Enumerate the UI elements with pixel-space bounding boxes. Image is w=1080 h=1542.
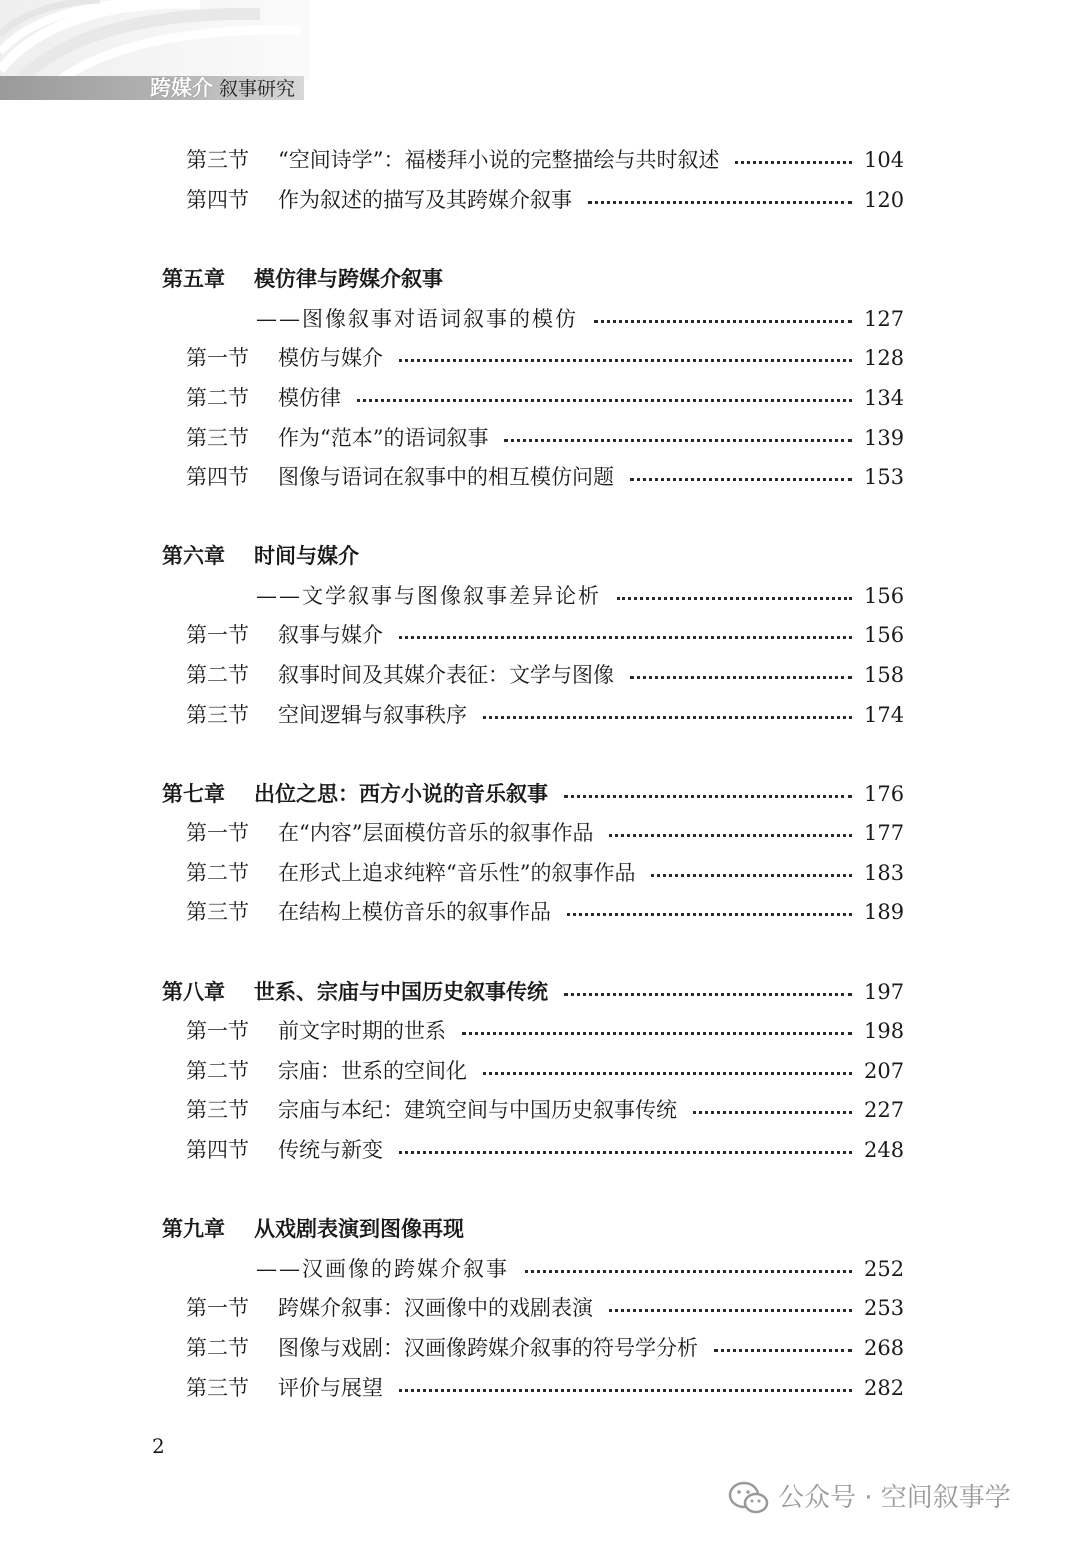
toc-section-title: 评价与展望 <box>278 1376 383 1400</box>
page-number: 2 <box>152 1434 165 1458</box>
toc-chapter-title: 模仿律与跨媒介叙事 <box>254 267 443 291</box>
toc-chapter-row <box>162 540 900 572</box>
toc-subtitle-title: ——图像叙事对语词叙事的模仿 <box>256 307 578 331</box>
toc-page-number: 268 <box>864 1336 905 1360</box>
dot-leader <box>525 1270 852 1273</box>
dot-leader <box>630 676 852 679</box>
toc-section-row <box>186 184 905 216</box>
toc-page-number: 253 <box>864 1296 905 1320</box>
toc-chapter-row <box>162 263 900 295</box>
toc-section-row <box>186 817 905 849</box>
toc-section-row <box>186 1292 905 1324</box>
toc-section-label: 第三节 <box>186 703 249 727</box>
toc-section-title: “空间诗学”：福楼拜小说的完整描绘与共时叙述 <box>278 148 720 172</box>
book-title <box>150 74 295 102</box>
toc-section-label: 第四节 <box>186 188 249 212</box>
toc-section-label: 第三节 <box>186 148 249 172</box>
toc-section-title: 跨媒介叙事：汉画像中的戏剧表演 <box>278 1296 593 1320</box>
toc-page-number: 128 <box>864 346 905 370</box>
dot-leader <box>564 993 852 996</box>
toc-section-row <box>186 659 905 691</box>
toc-section-title: 在“内容”层面模仿音乐的叙事作品 <box>278 821 594 845</box>
watermark-text: 公众号 · 空间叙事学 <box>778 1483 1011 1513</box>
toc-section-title: 作为叙述的描写及其跨媒介叙事 <box>278 188 572 212</box>
dot-leader <box>462 1032 852 1035</box>
toc-section-label: 第四节 <box>186 1138 249 1162</box>
dot-leader <box>504 439 852 442</box>
toc-page-number: 134 <box>864 386 905 410</box>
toc-section-label: 第一节 <box>186 1019 249 1043</box>
dot-leader <box>483 716 852 719</box>
dot-leader <box>399 1151 852 1154</box>
toc-chapter-label: 第八章 <box>162 980 225 1004</box>
toc-section-row <box>186 619 905 651</box>
toc-page-number: 156 <box>864 584 905 608</box>
toc-section-row <box>186 896 905 928</box>
toc-page-number: 183 <box>864 861 905 885</box>
toc-section-title: 叙事与媒介 <box>278 623 383 647</box>
toc-section-title: 作为“范本”的语词叙事 <box>278 426 489 450</box>
toc-page-number: 120 <box>864 188 905 212</box>
toc-subtitle-title: ——汉画像的跨媒介叙事 <box>256 1257 509 1281</box>
dot-leader <box>594 320 852 323</box>
toc-section-label: 第二节 <box>186 1336 249 1360</box>
toc-section-row <box>186 1332 905 1364</box>
toc-section-label: 第三节 <box>186 1098 249 1122</box>
toc-chapter-title: 世系、宗庙与中国历史叙事传统 <box>254 980 548 1004</box>
toc-chapter-row <box>162 1213 900 1245</box>
toc-section-label: 第一节 <box>186 346 249 370</box>
toc-section-title: 在形式上追求纯粹“音乐性”的叙事作品 <box>278 861 636 885</box>
toc-section-title: 空间逻辑与叙事秩序 <box>278 703 467 727</box>
toc-section-row <box>186 1094 905 1126</box>
toc-section-title: 模仿律 <box>278 386 341 410</box>
dot-leader <box>617 597 852 600</box>
toc-section-label: 第二节 <box>186 386 249 410</box>
dot-leader <box>693 1111 852 1114</box>
toc-page-number: 189 <box>864 900 905 924</box>
toc-page-number: 174 <box>864 703 905 727</box>
toc-subtitle-row <box>256 303 905 335</box>
dot-leader <box>399 1389 852 1392</box>
dot-leader <box>399 636 852 639</box>
toc-page-number: 176 <box>864 782 905 806</box>
toc-page-number: 177 <box>864 821 905 845</box>
toc-page-number: 197 <box>864 980 905 1004</box>
toc-section-title: 前文字时期的世系 <box>278 1019 446 1043</box>
decorative-arcs-icon <box>0 0 310 80</box>
dot-leader <box>609 1309 852 1312</box>
toc-section-title: 宗庙：世系的空间化 <box>278 1059 467 1083</box>
toc-chapter-label: 第五章 <box>162 267 225 291</box>
toc-section-row <box>186 1372 905 1404</box>
toc-section-row <box>186 382 905 414</box>
toc-page-number: 282 <box>864 1376 905 1400</box>
toc-chapter-title: 从戏剧表演到图像再现 <box>254 1217 464 1241</box>
toc-chapter-label: 第六章 <box>162 544 225 568</box>
book-title-sub: 叙事研究 <box>219 78 296 100</box>
toc-section-title: 在结构上模仿音乐的叙事作品 <box>278 900 551 924</box>
dot-leader <box>564 795 852 798</box>
toc-chapter-label: 第九章 <box>162 1217 225 1241</box>
dot-leader <box>630 478 852 481</box>
toc-section-label: 第一节 <box>186 821 249 845</box>
toc-section-label: 第一节 <box>186 1296 249 1320</box>
wechat-icon <box>728 1480 770 1516</box>
toc-chapter-row <box>162 976 905 1008</box>
toc-page-number: 158 <box>864 663 905 687</box>
toc-section-row <box>186 342 905 374</box>
toc-page-number: 227 <box>864 1098 905 1122</box>
dot-leader <box>588 201 852 204</box>
toc-section-title: 图像与语词在叙事中的相互模仿问题 <box>278 465 614 489</box>
toc-subtitle-row <box>256 580 905 612</box>
book-title-main: 跨媒介 <box>150 76 213 100</box>
toc-section-row <box>186 1134 905 1166</box>
toc-page-number: 248 <box>864 1138 905 1162</box>
toc-chapter-title: 时间与媒介 <box>254 544 359 568</box>
dot-leader <box>714 1349 852 1352</box>
toc-section-label: 第三节 <box>186 426 249 450</box>
toc-section-title: 传统与新变 <box>278 1138 383 1162</box>
toc-chapter-title: 出位之思：西方小说的音乐叙事 <box>254 782 548 806</box>
toc-page-number: 153 <box>864 465 905 489</box>
toc-chapter-label: 第七章 <box>162 782 225 806</box>
watermark <box>728 1478 1011 1518</box>
dot-leader <box>483 1072 852 1075</box>
toc-section-row <box>186 1015 905 1047</box>
toc-section-row <box>186 422 905 454</box>
toc-section-label: 第二节 <box>186 861 249 885</box>
toc-section-label: 第四节 <box>186 465 249 489</box>
toc-chapter-row <box>162 778 905 810</box>
toc-page-number: 156 <box>864 623 905 647</box>
toc-section-row <box>186 857 905 889</box>
toc-section-title: 图像与戏剧：汉画像跨媒介叙事的符号学分析 <box>278 1336 698 1360</box>
toc-page-number: 104 <box>864 148 905 172</box>
dot-leader <box>399 359 852 362</box>
toc-page-number: 207 <box>864 1059 905 1083</box>
toc-page-number: 139 <box>864 426 905 450</box>
dot-leader <box>651 874 852 877</box>
toc-page-number: 252 <box>864 1257 905 1281</box>
toc-section-label: 第三节 <box>186 1376 249 1400</box>
toc-subtitle-row <box>256 1253 905 1285</box>
dot-leader <box>567 913 852 916</box>
dot-leader <box>357 399 852 402</box>
toc-section-row <box>186 1055 905 1087</box>
dot-leader <box>609 834 852 837</box>
toc-section-title: 宗庙与本纪：建筑空间与中国历史叙事传统 <box>278 1098 677 1122</box>
toc-section-label: 第二节 <box>186 663 249 687</box>
toc-page-number: 127 <box>864 307 905 331</box>
dot-leader <box>735 161 852 164</box>
toc-section-label: 第二节 <box>186 1059 249 1083</box>
toc-section-label: 第三节 <box>186 900 249 924</box>
toc-section-row <box>186 699 905 731</box>
toc-page-number: 198 <box>864 1019 905 1043</box>
running-header <box>0 0 1080 110</box>
toc-section-row <box>186 144 905 176</box>
toc-section-title: 模仿与媒介 <box>278 346 383 370</box>
toc-subtitle-title: ——文学叙事与图像叙事差异论析 <box>256 584 601 608</box>
toc-section-row <box>186 461 905 493</box>
toc-section-title: 叙事时间及其媒介表征：文学与图像 <box>278 663 614 687</box>
toc-section-label: 第一节 <box>186 623 249 647</box>
